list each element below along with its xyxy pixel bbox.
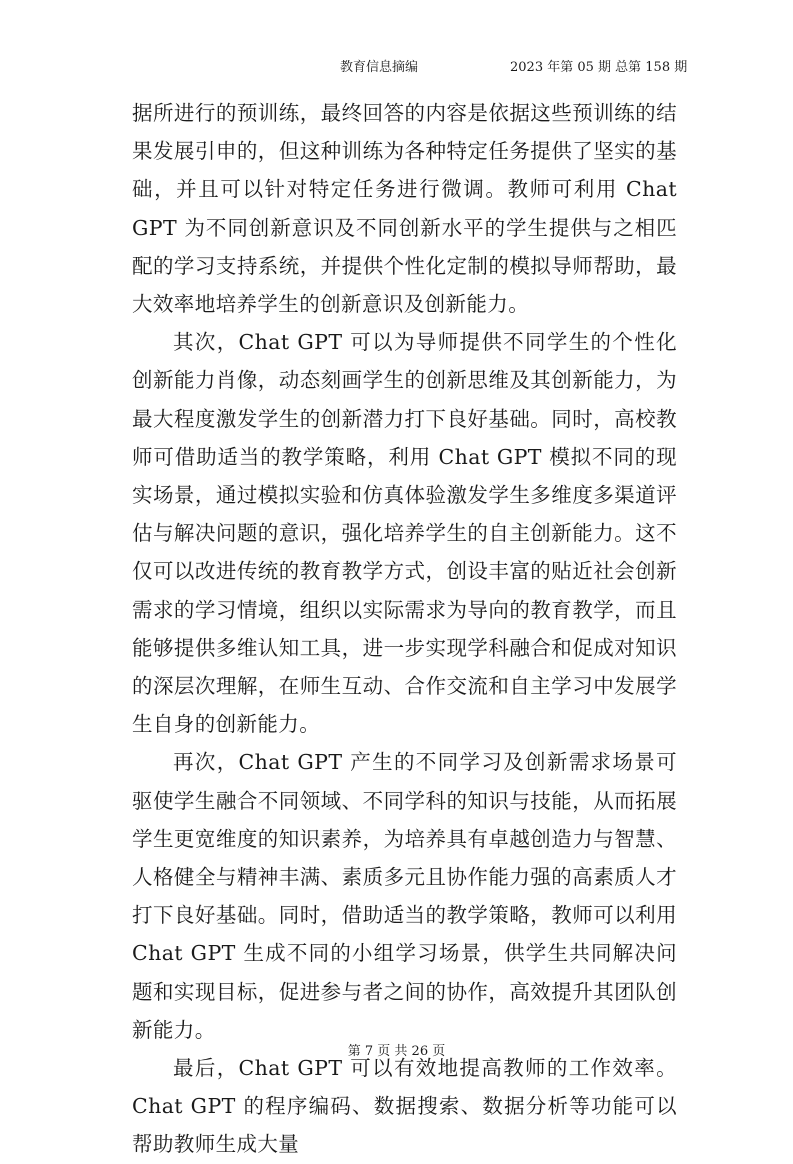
page-number: 第 7 页 共 26 页 bbox=[347, 1044, 446, 1059]
paragraph-finally: 最后，Chat GPT 可以有效地提高教师的工作效率。Chat GPT 的程序编码、数据搜索、数据分析等功能可以帮助教师生成大量 bbox=[132, 1056, 677, 1157]
paragraph-continued: 据所进行的预训练，最终回答的内容是依据这些预训练的结果发展引申的，但这种训练为各种特定任务提供了坚实的基础，并且可以针对特定任务进行微调。教师可利用 Chat GPT 为不同创新意识及不同创新水平的学生提供与之相匹配的学习支持系统，并提供个性化定制的模拟导师帮助，最大效率地培养学生的创新意识及创新能力。 bbox=[132, 101, 677, 317]
paragraph-thirdly: 再次，Chat GPT 产生的不同学习及创新需求场景可驱使学生融合不同领域、不同学科的知识与技能，从而拓展学生更宽维度的知识素养，为培养具有卓越创造力与智慧、人格健全与精神丰满、素质多元且协作能力强的高素质人才打下良好基础。同时，借助适当的教学策略，教师可以利用 Chat GPT 生成不同的小组学习场景，供学生共同解决问题和实现目标，促进参与者之间的协作，高效提升其团队创新能力。 bbox=[132, 750, 677, 1042]
paragraph-secondly: 其次，Chat GPT 可以为导师提供不同学生的个性化创新能力肖像，动态刻画学生的创新思维及其创新能力，为最大程度激发学生的创新潜力打下良好基础。同时，高校教师可借助适当的教学策略，利用 Chat GPT 模拟不同的现实场景，通过模拟实验和仿真体验激发学生多维度多渠道评估与解决问题的意识，强化培养学生的自主创新能力。这不仅可以改进传统的教育教学方式，创设丰富的贴近社会创新需求的学习情境，组织以实际需求为导向的教育教学，而且能够提供多维认知工具，进一步实现学科融合和促成对知识的深层次理解，在师生互动、合作交流和自主学习中发展学生自身的创新能力。 bbox=[132, 330, 677, 737]
article-body bbox=[132, 94, 677, 1164]
issue-number: 2023 年第 05 期 总第 158 期 bbox=[510, 60, 688, 75]
journal-name: 教育信息摘编 bbox=[340, 60, 419, 75]
running-header bbox=[0, 52, 793, 74]
